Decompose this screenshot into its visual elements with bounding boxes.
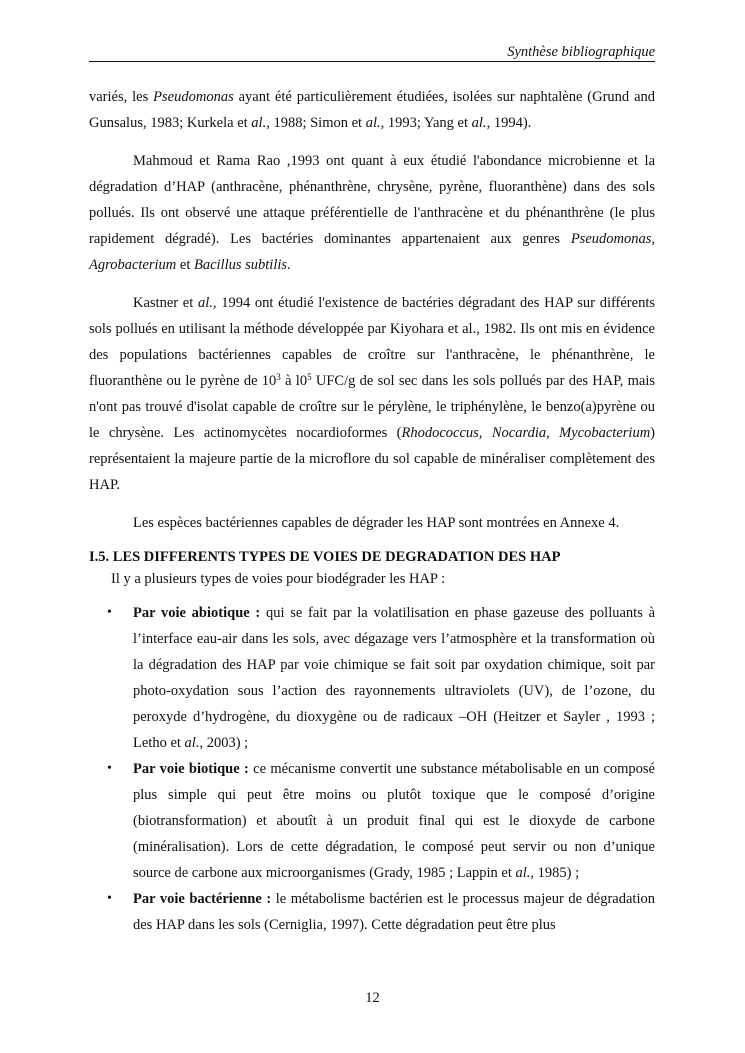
bullet-icon: • <box>107 605 112 620</box>
paragraph-1: variés, les Pseudomonas ayant été particulièrement étudiées, isolées sur naphtalène (Grund and Gunsalus, 1983; Kurkela et al., 1988; Simon et al., 1993; Yang et al., 1994). <box>89 89 656 131</box>
running-header: Synthèse bibliographique <box>507 44 655 60</box>
section-heading: I.5. LES DIFFERENTS TYPES DE VOIES DE DEGRADATION DES HAP <box>89 549 561 565</box>
paragraph-2: Mahmoud et Rama Rao ,1993 ont quant à eux étudié l'abondance microbienne et la dégradation d’HAP (anthracène, phénanthrène, chrysène, pyrène, fluoranthène) dans des sols pollués. Ils ont observé une attaque préférentielle de l'anthracène et du phénanthrène (le plus rapidement dégradé). Les bactéries dominantes appartenaient aux genres Pseudomonas, Agrobacterium et Bacillus subtilis. <box>89 153 655 273</box>
bullet-icon: • <box>107 891 112 906</box>
header-rule <box>89 61 655 62</box>
paragraph-4: Les espèces bactériennes capables de dégrader les HAP sont montrées en Annexe 4. <box>133 515 620 531</box>
paragraph-3: Kastner et al., 1994 ont étudié l'existence de bactéries dégradant des HAP sur différents sols pollués en utilisant la méthode développée par Kiyohara et al., 1982. Ils ont mis en évidence des populations bactériennes capables de croître sur l'anthracène, le phénanthrène, le fluoranthène ou le pyrène de $10^3$ à $l0^5$ UFC/g de sol sec dans les sols pollués par des HAP, mais n'ont pas trouvé d'isolat capable de croître sur le pérylène, le triphénylène, le benzo(a)pyrène ou le chrysène. Les actinomycètes nocardioformes (Rhodococcus, Nocardia, Mycobacterium) représentaient la majeure partie de la microflore du sol capable de minéraliser complètement des HAP. <box>89 295 656 493</box>
list-item-abiotic: • Par voie abiotique : qui se fait par la volatilisation en phase gazeuse des polluants à l’interface eau-air dans les sols, avec dégazage vers l’atmosphère et la transformation où la dégradation des HAP par voie chimique se fait soit par oxydation chimique, soit par photo-oxydation sous l’action des rayonnements ultraviolets (UV), de l’ozone, du peroxyde d’hydrogène, du dioxygène ou de radicaux –OH (Heitzer et Sayler , 1993 ; Letho et al., 2003) ; <box>89 600 655 756</box>
list-item-biotic: • Par voie biotique : ce mécanisme convertit une substance métabolisable en un composé plus simple qui peut être moins ou plutôt toxique que le composé d’origine (biotransformation) et aboutît à un produit final qui est le dioxyde de carbone (minéralisation). Lors de cette dégradation, le composé peut servir ou non d’unique source de carbone aux microorganismes (Grady, 1985 ; Lappin et al., 1985) ; <box>89 756 655 886</box>
page-number: 12 <box>365 990 380 1006</box>
list-item-bacterial: • Par voie bactérienne : le métabolisme bactérien est le processus majeur de dégradation des HAP dans les sols (Cerniglia, 1997). Cette dégradation peut être plus <box>89 886 655 938</box>
section-intro: Il y a plusieurs types de voies pour biodégrader les HAP : <box>111 571 446 587</box>
degradation-pathways-list <box>89 600 655 938</box>
bullet-icon: • <box>107 761 112 776</box>
page-content <box>89 84 655 938</box>
